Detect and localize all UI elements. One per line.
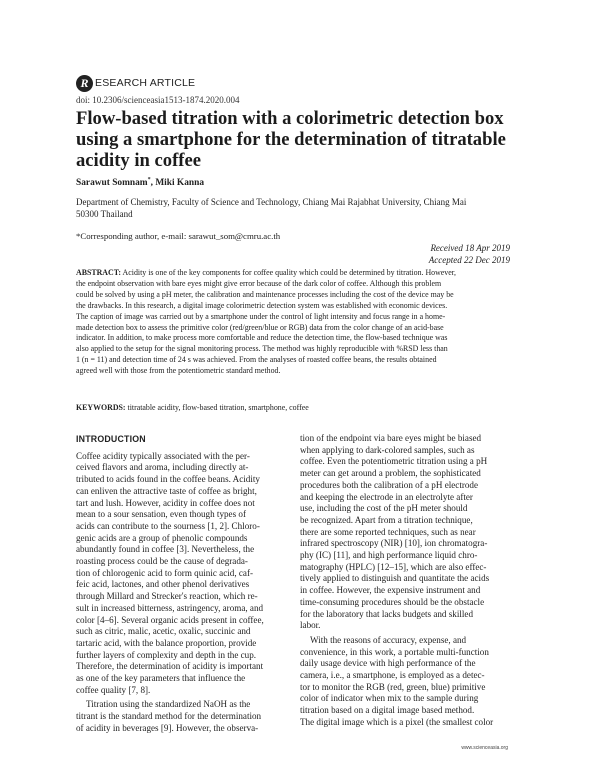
title-line: acidity in coffee [76, 150, 201, 171]
text-line: mean to a sour sensation, even though types of [76, 509, 246, 520]
text-line: and keeping the electrode in an electrolyte after [300, 491, 473, 502]
text-line: tively applied to distinguish and quantitate the acids [300, 573, 490, 584]
abstract-line: indicator. In addition, to make process more comfortable and reduce the detection time, the flow-based technique was [76, 333, 448, 343]
title-line: Flow-based titration with a colorimetric detection box [76, 108, 504, 129]
text-line: acids can contribute to the sourness [1, 2]. Chloro- [76, 520, 260, 531]
author-name: , Miki Kanna [150, 178, 205, 189]
text-line: in coffee. However, the expensive instrument and [300, 585, 481, 596]
abstract-line [76, 268, 524, 279]
affiliation-line: Department of Chemistry, Faculty of Science and Technology, Chiang Mai Rajabhat University, Chiang Mai [76, 197, 467, 207]
text-line: genic acids are a group of phenolic compounds [76, 532, 248, 543]
text-line: sult in increased bitterness, astringency, aroma, and [76, 602, 264, 613]
text-line: tributed to acids found in the coffee beans. Acidity [76, 474, 260, 485]
text-line: Titration using the standardized NaOH as the [86, 699, 251, 710]
text-line: when applying to dark-colored samples, such as [300, 444, 475, 455]
abstract-line: agreed well with those from the potentiometric standard method. [76, 366, 281, 376]
corresponding-author: *Corresponding author, e-mail: sarawut_som@cmru.ac.th [76, 231, 281, 241]
text-line: can enliven the attractive taste of coffee as bright, [76, 485, 257, 496]
text-line: tor to monitor the RGB (red, green, blue) primitive [300, 681, 486, 692]
accepted-date: Accepted 22 Dec 2019 [428, 255, 510, 265]
text-line: ceived flavors and aroma, including directly at- [76, 462, 249, 473]
text-line: there are some reported techniques, such as near [300, 526, 476, 537]
text-line: such as citric, malic, acetic, oxalic, succinic and [76, 626, 251, 637]
text-line: tion of the endpoint via bare eyes might be biased [300, 433, 482, 443]
text-line: titrant is the standard method for the determination [76, 711, 262, 722]
text-line: daily usage device with high performance of the [300, 658, 476, 669]
text-line: camera, i.e., a smartphone, is employed as a detec- [300, 670, 485, 681]
text-line: coffee. Even the potentiometric titration using a pH [300, 456, 488, 467]
journal-website[interactable]: www.scienceasia.org [461, 745, 508, 751]
text-line: through Millard and Strecker's reaction, which re- [76, 591, 258, 602]
section-label: ESEARCH ARTICLE [95, 77, 196, 89]
keywords-text: titratable acidity, flow-based titration, smartphone, coffee [125, 403, 309, 412]
paper-title [76, 108, 536, 171]
received-date: Received 18 Apr 2019 [430, 243, 510, 253]
abstract-text: Acidity is one of the key components for coffee quality which could be determined by titration. However, [121, 268, 457, 277]
abstract-line: the endpoint observation with bare eyes might give error because of the dark color of coffee. Although this problem [76, 278, 442, 288]
text-line: roasting process could be the cause of degrada- [76, 556, 248, 567]
left-column [76, 434, 290, 735]
text-line: titration based on a digital image based method. [300, 705, 475, 716]
text-line: of acidity in beverages [9]. However, the observa- [76, 722, 259, 733]
keywords-label: KEYWORDS: [76, 403, 126, 412]
text-line: convenience, in this work, a portable multi-function [300, 646, 489, 657]
text-line: abundantly found in coffee [3]. Nevertheless, the [76, 544, 255, 555]
text-line: time-consuming procedures should be the obstacle [300, 596, 485, 607]
right-column [300, 433, 514, 729]
abstract-line: 1 (n = 11) and detection time of 24 s was achieved. From the analyses of roasted coffee beans, the results obtained [76, 355, 437, 365]
abstract-line: could be solved by using a pH meter, the calibration and maintenance processes including the cost of the device may be [76, 289, 454, 299]
section-heading-introduction: INTRODUCTION [76, 434, 146, 444]
authors [76, 177, 204, 188]
text-line: The digital image which is a pixel (the smallest color [300, 716, 494, 727]
abstract-line: also applied to the setup for the signal monitoring process. The method was highly reproducible with %RSD less than [76, 344, 448, 354]
author-name: Sarawut Somnam [76, 178, 148, 189]
abstract-label: ABSTRACT: [76, 268, 122, 277]
text-line: tion of chlorogenic acid to form quinic acid, caf- [76, 567, 254, 578]
text-line: phy (IC) [11], and high performance liquid chro- [300, 550, 478, 561]
doi[interactable]: doi: 10.2306/scienceasia1513-1874.2020.004 [76, 95, 240, 105]
abstract-line: the drawbacks. In this research, a digital image colorimetric detection system was established with economic devices. [76, 300, 448, 310]
text-line: procedures both the calibration of a pH electrode [300, 479, 479, 490]
text-line: coffee quality [7, 8]. [76, 684, 151, 695]
text-line: meter can get around a problem, the sophisticated [300, 468, 481, 479]
text-line: matography (HPLC) [12–15], which are also effec- [300, 561, 487, 572]
text-line: color [4–6]. Several organic acids present in coffee, [76, 614, 264, 625]
text-line: as one of the key parameters that influence the [76, 673, 246, 684]
text-line: infrared spectroscopy (NIR) [10], ion chromatogra- [300, 538, 488, 549]
text-line: Coffee acidity typically associated with the per- [76, 450, 250, 461]
text-line: be recognized. Apart from a titration technique, [300, 514, 473, 525]
corresponding-mark: * [147, 177, 151, 183]
affiliation [76, 196, 526, 220]
text-line: tartaric acid, with the balance proportion, provide [76, 637, 257, 648]
paragraph [300, 433, 514, 632]
keywords [76, 403, 309, 412]
research-logo-icon: R [76, 75, 93, 92]
text-line: Therefore, the determination of acidity is important [76, 661, 264, 672]
text-line: color of indicator when mix to the sample during [300, 693, 479, 704]
dates [429, 242, 510, 266]
abstract-line: made detection box to assess the primitive color (red/green/blue or RGB) data from the color change of an acid-base [76, 322, 444, 332]
text-line: further layers of complexity and depth in the cup. [76, 649, 257, 660]
abstract [76, 268, 524, 377]
abstract-line: The caption of image was carried out by a smartphone under the control of light intensity and focus range in a home- [76, 311, 446, 321]
paragraph [76, 699, 290, 734]
text-line: for the laboratory that lacks budgets and skilled [300, 608, 473, 619]
text-line: feic acid, lactones, and other phenol derivatives [76, 579, 250, 590]
paragraph [300, 635, 514, 729]
text-line: labor. [300, 620, 321, 631]
affiliation-line: 50300 Thailand [76, 209, 133, 219]
text-line: tart and lush. However, acidity in coffee does not [76, 497, 255, 508]
title-line: using a smartphone for the determination of titratable [76, 129, 506, 150]
paragraph [76, 451, 290, 697]
text-line: use, including the cost of the pH meter should [300, 503, 468, 514]
text-line: With the reasons of accuracy, expense, and [310, 634, 467, 645]
